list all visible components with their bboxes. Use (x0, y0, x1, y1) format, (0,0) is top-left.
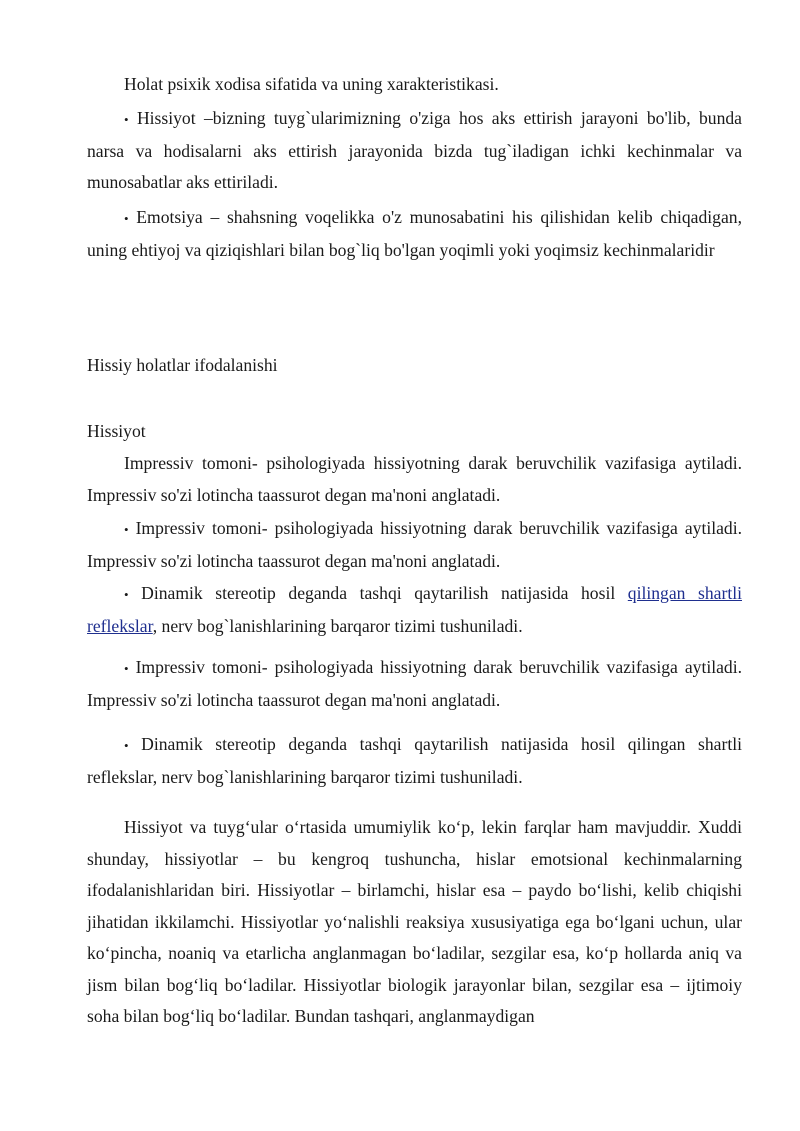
bullet-marker: • (124, 738, 129, 753)
bullet-marker: • (124, 587, 129, 602)
bullet-impressiv-2: • Impressiv tomoni- psihologiyada hissiyotning darak beruvchilik vazifasiga aytiladi. Impressiv so'zi lotincha taassurot degan ma'noni anglatadi. (87, 657, 742, 710)
paragraph-impressiv: Impressiv tomoni- psihologiyada hissiyotning darak beruvchilik vazifasiga aytiladi. Impressiv so'zi lotincha taassurot degan ma'noni anglatadi. (87, 453, 742, 505)
bullet-dinamik-2: • Dinamik stereotip deganda tashqi qaytarilish natijasida hosil qilingan shartli reflekslar, nerv bog`lanishlarining barqaror tizimi tushuniladi. (87, 734, 742, 787)
final-paragraph: Hissiyot va tuyg‘ular o‘rtasida umumiylik ko‘p, lekin farqlar ham mavjuddir. Xuddi shunday, hissiyotlar – bu kengroq tushuncha, hislar emotsional kechinmalarning ifodalanishlaridan biri. Hissiyotlar – birlamchi, hislar esa – paydo bo‘lishi, kelib chiqishi jihatidan ikkilamchi. Hissiyotlar yo‘nalishli reaksiya xususiyatiga ega bo‘lgani uchun, ular ko‘pincha, noaniq va etarlicha anglanmagan bo‘ladilar, sezgilar esa, ko‘p hollarda aniq va jism bilan bog‘liq bo‘ladilar. Hissiyotlar biologik jarayonlar bilan, sezgilar esa – ijtimoiy soha bilan bog‘liq bo‘ladilar. Bundan tashqari, anglanmaydigan (87, 817, 742, 1026)
bullet-dinamik-1: • Dinamik stereotip deganda tashqi qaytarilish natijasida hosil qilingan shartli reflekslar, nerv bog`lanishlarining barqaror tizimi tushuniladi. (87, 583, 742, 636)
intro-heading: Holat psixik xodisa sifatida va uning xarakteristikasi. (124, 74, 499, 94)
definition-emotsiya: • Emotsiya – shahsning voqelikka o'z munosabatini his qilishidan kelib chiqadigan, uning ehtiyoj va qiziqishlari bilan bog`liq bo'lgan yoqimli yoki yoqimsiz kechinmalaridir (87, 207, 742, 260)
bullet-marker: • (124, 211, 129, 226)
subheading-hissiyot: Hissiyot (87, 421, 146, 441)
section-heading: Hissiy holatlar ifodalanishi (87, 355, 278, 375)
bullet-marker: • (124, 522, 129, 537)
definition-hissiyot: • Hissiyot –bizning tuyg`ularimizning o'ziga hos aks ettirish jarayoni bo'lib, bunda narsa va hodisalarni aks ettirish jarayonida bizda tug`iladigan ichki kechinmalar va munosabatlar aks ettiriladi. (87, 108, 742, 192)
bullet-marker: • (124, 661, 129, 676)
bullet-marker: • (124, 112, 129, 127)
reflekslar-link[interactable]: qilingan shartli reflekslar (87, 583, 742, 636)
bullet-impressiv-1: • Impressiv tomoni- psihologiyada hissiyotning darak beruvchilik vazifasiga aytiladi. Impressiv so'zi lotincha taassurot degan ma'noni anglatadi. (87, 518, 742, 571)
